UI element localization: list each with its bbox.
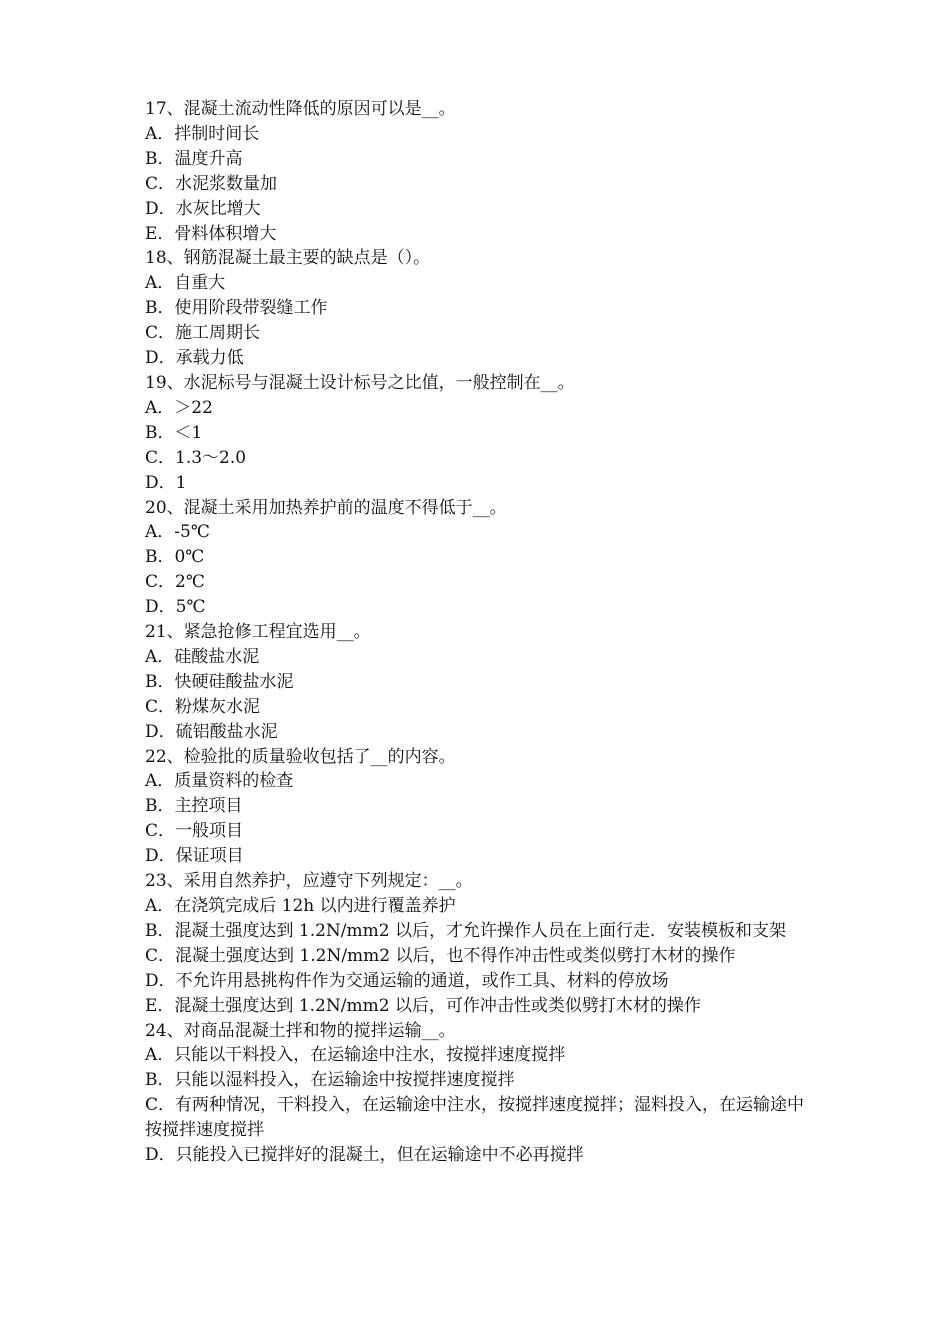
option-e: E．骨料体积增大 <box>145 223 277 244</box>
option-b: B．主控项目 <box>145 796 243 817</box>
option-c: C．粉煤灰水泥 <box>145 696 261 717</box>
question-19 <box>145 371 813 496</box>
option-b: B．只能以湿料投入，在运输途中按搅拌速度搅拌 <box>145 1070 515 1091</box>
question-stem: 24、对商品混凝土拌和物的搅拌运输__。 <box>145 1020 456 1041</box>
option-c: C．1.3～2.0 <box>145 447 247 468</box>
question-18 <box>145 246 813 371</box>
option-c: C．施工周期长 <box>145 323 261 344</box>
option-d: D．保证项目 <box>145 846 244 867</box>
question-stem: 23、采用自然养护，应遵守下列规定：__。 <box>145 871 473 892</box>
question-stem: 21、紧急抢修工程宜选用__。 <box>145 622 371 643</box>
option-d: D．硫铝酸盐水泥 <box>145 721 278 742</box>
option-b: B．混凝土强度达到 1.2N/mm2 以后，才允许操作人员在上面行走．安装模板和支架 <box>145 920 786 941</box>
option-c: C．水泥浆数量加 <box>145 173 278 194</box>
question-17 <box>145 97 813 246</box>
option-d: D．承载力低 <box>145 348 244 369</box>
question-stem: 20、混凝土采用加热养护前的温度不得低于__。 <box>145 497 507 518</box>
option-c: C．2℃ <box>145 572 205 593</box>
option-d: D．1 <box>145 472 187 493</box>
question-stem: 19、水泥标号与混凝土设计标号之比值，一般控制在__。 <box>145 372 575 393</box>
question-list <box>145 97 813 1168</box>
option-a: A．只能以干料投入，在运输途中注水，按搅拌速度搅拌 <box>145 1045 566 1066</box>
option-b: B．0℃ <box>145 547 205 568</box>
option-a: A．在浇筑完成后 12h 以内进行覆盖养护 <box>145 896 456 916</box>
option-d: D．水灰比增大 <box>145 198 261 219</box>
option-a: A．＞22 <box>145 397 213 418</box>
option-c: C．一般项目 <box>145 821 244 842</box>
option-d: D．5℃ <box>145 597 206 618</box>
option-e: E．混凝土强度达到 1.2N/mm2 以后，可作冲击性或类似劈打木材的操作 <box>145 995 701 1016</box>
option-a: A．拌制时间长 <box>145 123 260 144</box>
question-21 <box>145 620 813 745</box>
question-stem: 17、混凝土流动性降低的原因可以是__。 <box>145 99 456 119</box>
option-a: A．质量资料的检查 <box>145 771 294 792</box>
option-b: B．温度升高 <box>145 148 243 169</box>
option-a: A．-5℃ <box>145 522 210 543</box>
question-stem: 22、检验批的质量验收包括了__的内容。 <box>145 746 456 767</box>
option-a: A．硅酸盐水泥 <box>145 646 260 667</box>
question-stem: 18、钢筋混凝土最主要的缺点是（）。 <box>145 248 431 269</box>
option-d: D．不允许用悬挑构件作为交通运输的通道，或作工具、材料的停放场 <box>145 970 669 991</box>
question-20 <box>145 496 813 621</box>
option-a: A．自重大 <box>145 273 226 294</box>
option-b: B．＜1 <box>145 422 203 443</box>
option-d: D．只能投入已搅拌好的混凝土，但在运输途中不必再搅拌 <box>145 1145 584 1166</box>
question-22 <box>145 745 813 870</box>
option-b: B．快硬硅酸盐水泥 <box>145 671 294 692</box>
option-c: C．有两种情况，干料投入，在运输途中注水，按搅拌速度搅拌；湿料投入，在运输途中按搅拌速度搅拌 <box>145 1095 805 1141</box>
option-b: B．使用阶段带裂缝工作 <box>145 298 328 319</box>
option-c: C．混凝土强度达到 1.2N/mm2 以后，也不得作冲击性或类似劈打木材的操作 <box>145 945 736 966</box>
question-23 <box>145 869 813 1018</box>
question-24 <box>145 1019 813 1168</box>
